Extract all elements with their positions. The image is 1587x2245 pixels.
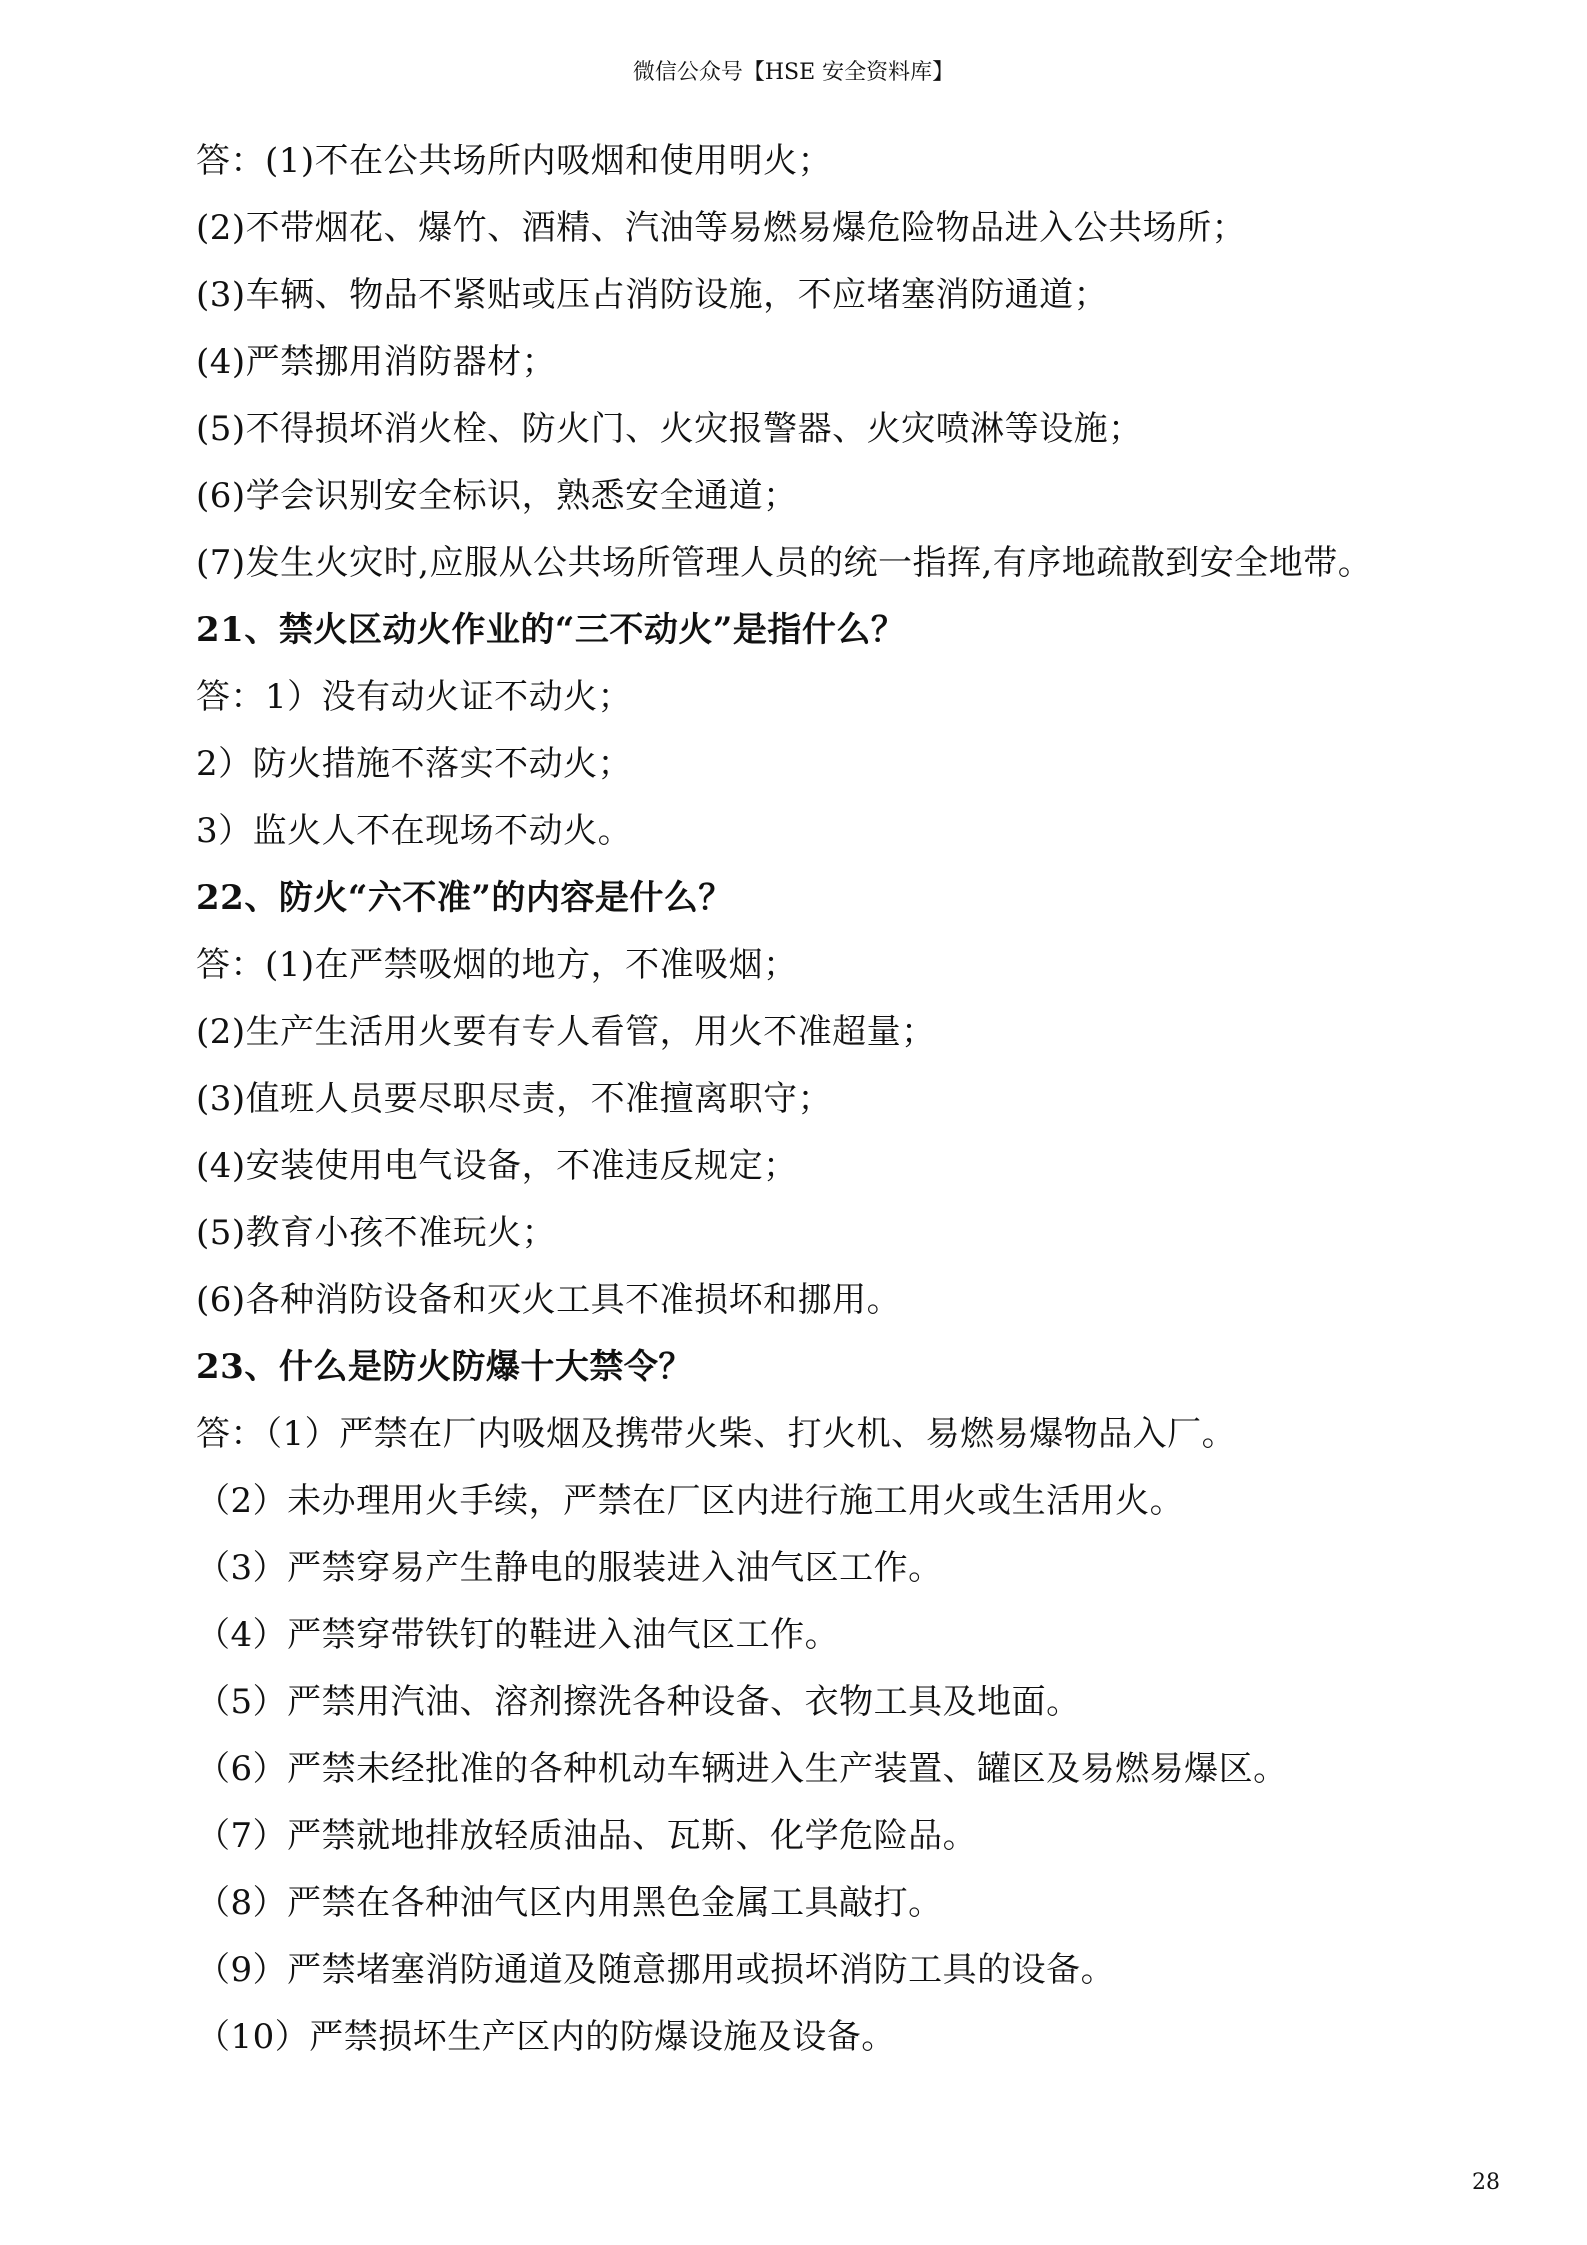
answer-line: (3)值班人员要尽职尽责，不准擅离职守； [196,1079,833,1119]
answer-line: (6)各种消防设备和灭火工具不准损坏和挪用。 [196,1280,902,1320]
page-number: 28 [1472,2170,1500,2195]
page-header: 微信公众号【HSE 安全资料库】 [632,60,955,85]
answer-line: （2）未办理用火手续，严禁在厂区内进行施工用火或生活用火。 [196,1481,1185,1521]
question-heading: 23、什么是防火防爆十大禁令？ [196,1347,693,1387]
answer-line: (5)教育小孩不准玩火； [196,1213,557,1253]
answer-line: （5）严禁用汽油、溶剂擦洗各种设备、衣物工具及地面。 [196,1682,1081,1722]
answer-line: （9）严禁堵塞消防通道及随意挪用或损坏消防工具的设备。 [196,1950,1116,1990]
answer-line: 2）防火措施不落实不动火； [196,744,633,784]
question-heading: 21、禁火区动火作业的“三不动火”是指什么？ [196,610,906,650]
answer-line: 答：（1）严禁在厂内吸烟及携带火柴、打火机、易燃易爆物品入厂。 [196,1414,1237,1454]
answer-line: 答：(1)不在公共场所内吸烟和使用明火； [196,141,833,181]
answer-line: (3)车辆、物品不紧贴或压占消防设施，不应堵塞消防通道； [196,275,1109,315]
answer-line: （4）严禁穿带铁钉的鞋进入油气区工作。 [196,1615,840,1655]
answer-line: (5)不得损坏消火栓、防火门、火灾报警器、火灾喷淋等设施； [196,409,1143,449]
answer-line: （6）严禁未经批准的各种机动车辆进入生产装置、罐区及易燃易爆区。 [196,1749,1288,1789]
answer-line: (2)不带烟花、爆竹、酒精、汽油等易燃易爆危险物品进入公共场所； [196,208,1247,248]
answer-line: （3）严禁穿易产生静电的服装进入油气区工作。 [196,1548,943,1588]
question-heading: 22、防火“六不准”的内容是什么？ [196,878,733,918]
document-body [196,128,1496,2071]
answer-line: (4)安装使用电气设备，不准违反规定； [196,1146,798,1186]
answer-line: (7)发生火灾时,应服从公共场所管理人员的统一指挥,有序地疏散到安全地带。 [196,543,1373,583]
answer-line: (6)学会识别安全标识，熟悉安全通道； [196,476,798,516]
answer-line: （10）严禁损坏生产区内的防爆设施及设备。 [196,2017,896,2057]
answer-line: (2)生产生活用火要有专人看管，用火不准超量； [196,1012,936,1052]
answer-line: 答：1）没有动火证不动火； [196,677,633,717]
answer-line: 3）监火人不在现场不动火。 [196,811,633,851]
answer-line: (4)严禁挪用消防器材； [196,342,557,382]
answer-line: （8）严禁在各种油气区内用黑色金属工具敲打。 [196,1883,943,1923]
answer-line: （7）严禁就地排放轻质油品、瓦斯、化学危险品。 [196,1816,978,1856]
answer-line: 答：(1)在严禁吸烟的地方，不准吸烟； [196,945,798,985]
